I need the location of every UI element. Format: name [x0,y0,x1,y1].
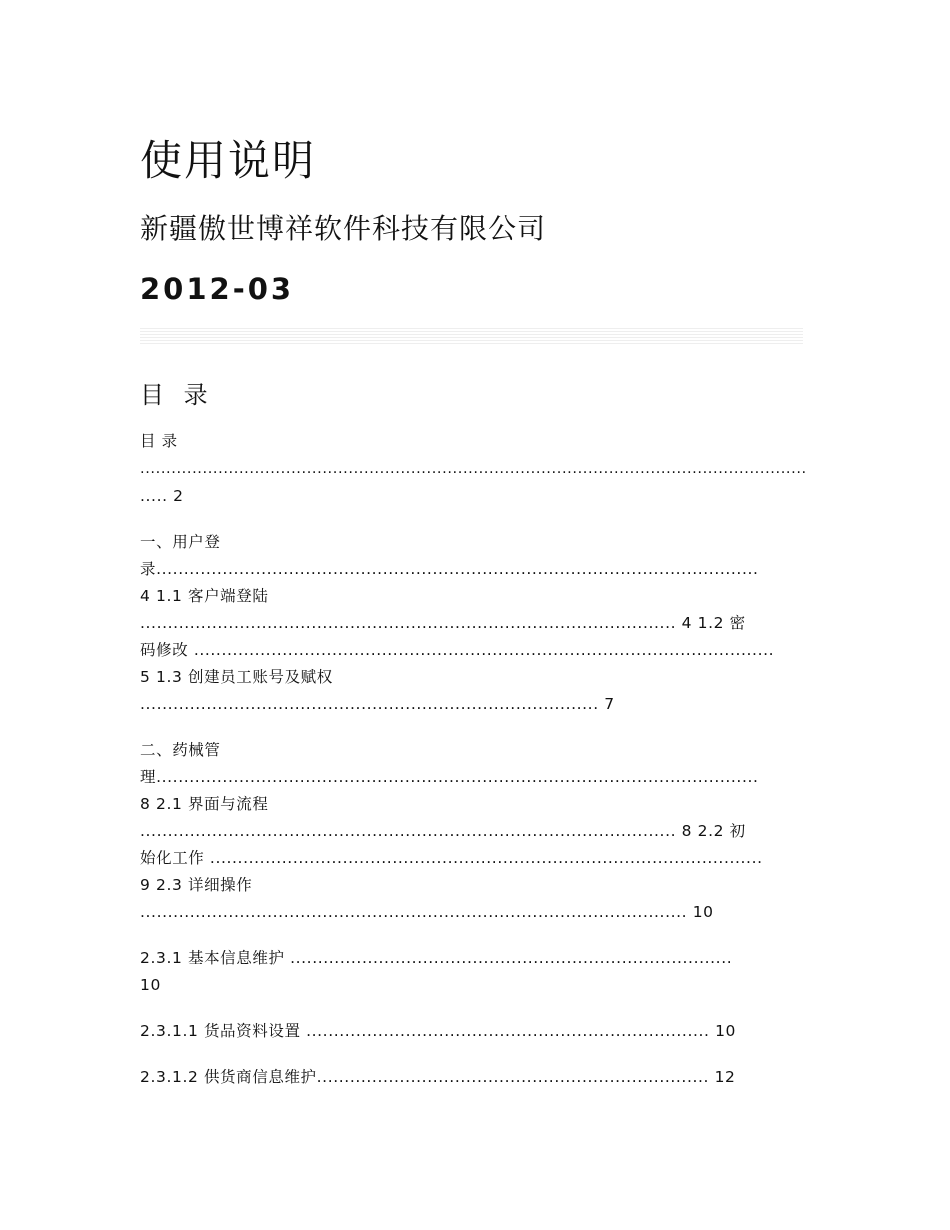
toc-line[interactable]: ................................................................................................................................ [140,461,807,477]
toc-line[interactable]: 10 [140,976,161,994]
toc-line[interactable]: 目 录 [140,432,178,450]
toc-line[interactable]: 始化工作 .................................................................................................... [140,849,763,867]
toc-line[interactable]: 一、用户登 [140,533,221,551]
toc-line[interactable]: ................................................................................................... 10 [140,903,714,921]
toc-line[interactable]: 2.3.1 基本信息维护 ................................................................................ [140,949,733,967]
divider-rule [140,328,803,344]
toc-line[interactable]: 2.3.1.1 货品资料设置 ......................................................................... 10 [140,1022,737,1040]
toc-line[interactable]: 8 2.1 界面与流程 [140,795,269,813]
company-name: 新疆傲世博祥软件科技有限公司 [140,212,547,245]
toc-line[interactable]: 码修改 ......................................................................................................... [140,641,775,659]
toc-line[interactable]: 录............................................................................................................. [140,560,759,578]
toc-line[interactable]: ..... 2 [140,487,184,505]
toc-line[interactable]: ................................................................................................. 4 1.2 密 [140,614,746,632]
toc-line[interactable]: 二、药械管 [140,741,221,759]
toc-line[interactable]: 4 1.1 客户端登陆 [140,587,269,605]
document-date: 2012-03 [140,272,295,306]
toc-line[interactable]: 理............................................................................................................. [140,768,759,786]
document-title: 使用说明 [140,136,317,185]
toc-heading: 目 录 [140,381,214,409]
toc-line[interactable]: 5 1.3 创建员工账号及赋权 [140,668,333,686]
toc-line[interactable]: ................................................................................................. 8 2.2 初 [140,822,746,840]
toc-line[interactable]: ................................................................................... 7 [140,695,615,713]
toc-line[interactable]: 2.3.1.2 供货商信息维护....................................................................... 12 [140,1068,736,1086]
toc-line[interactable]: 9 2.3 详细操作 [140,876,253,894]
